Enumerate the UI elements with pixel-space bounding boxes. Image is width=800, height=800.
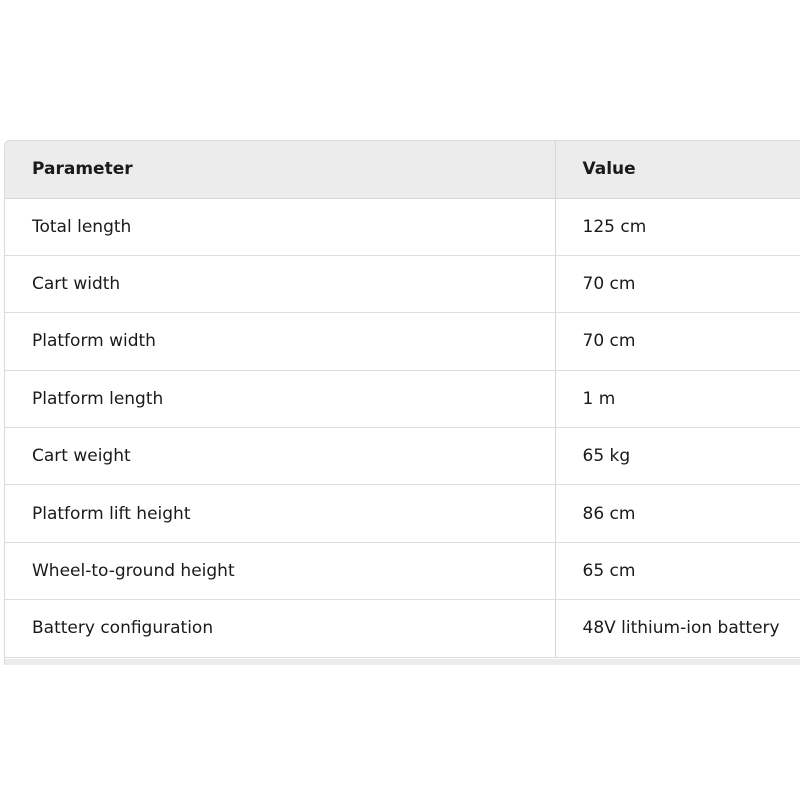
parameter-cell: Platform length xyxy=(5,370,555,427)
table-row xyxy=(5,313,800,370)
parameter-cell: Total length xyxy=(5,198,555,255)
parameter-cell: Cart width xyxy=(5,255,555,312)
table-row xyxy=(5,600,800,657)
value-cell: 48V lithium-ion battery xyxy=(555,600,800,657)
value-cell: 125 cm xyxy=(555,198,800,255)
table-header xyxy=(5,141,800,198)
parameter-cell: Battery configuration xyxy=(5,600,555,657)
value-cell: 86 cm xyxy=(555,485,800,542)
column-header-value: Value xyxy=(555,141,800,198)
value-cell: 65 kg xyxy=(555,428,800,485)
table-row xyxy=(5,428,800,485)
table-body xyxy=(5,198,800,657)
table-header-row xyxy=(5,141,800,198)
parameter-cell: Wheel-to-ground height xyxy=(5,542,555,599)
value-cell: 70 cm xyxy=(555,255,800,312)
table-row xyxy=(5,485,800,542)
table-row xyxy=(5,370,800,427)
spec-table-card xyxy=(4,140,800,665)
spec-table xyxy=(5,141,800,658)
parameter-cell: Platform width xyxy=(5,313,555,370)
column-header-parameter: Parameter xyxy=(5,141,555,198)
table-row xyxy=(5,198,800,255)
table-scrollbar-track xyxy=(5,659,800,665)
value-cell: 1 m xyxy=(555,370,800,427)
value-cell: 70 cm xyxy=(555,313,800,370)
parameter-cell: Platform lift height xyxy=(5,485,555,542)
table-row xyxy=(5,255,800,312)
value-cell: 65 cm xyxy=(555,542,800,599)
parameter-cell: Cart weight xyxy=(5,428,555,485)
table-row xyxy=(5,542,800,599)
